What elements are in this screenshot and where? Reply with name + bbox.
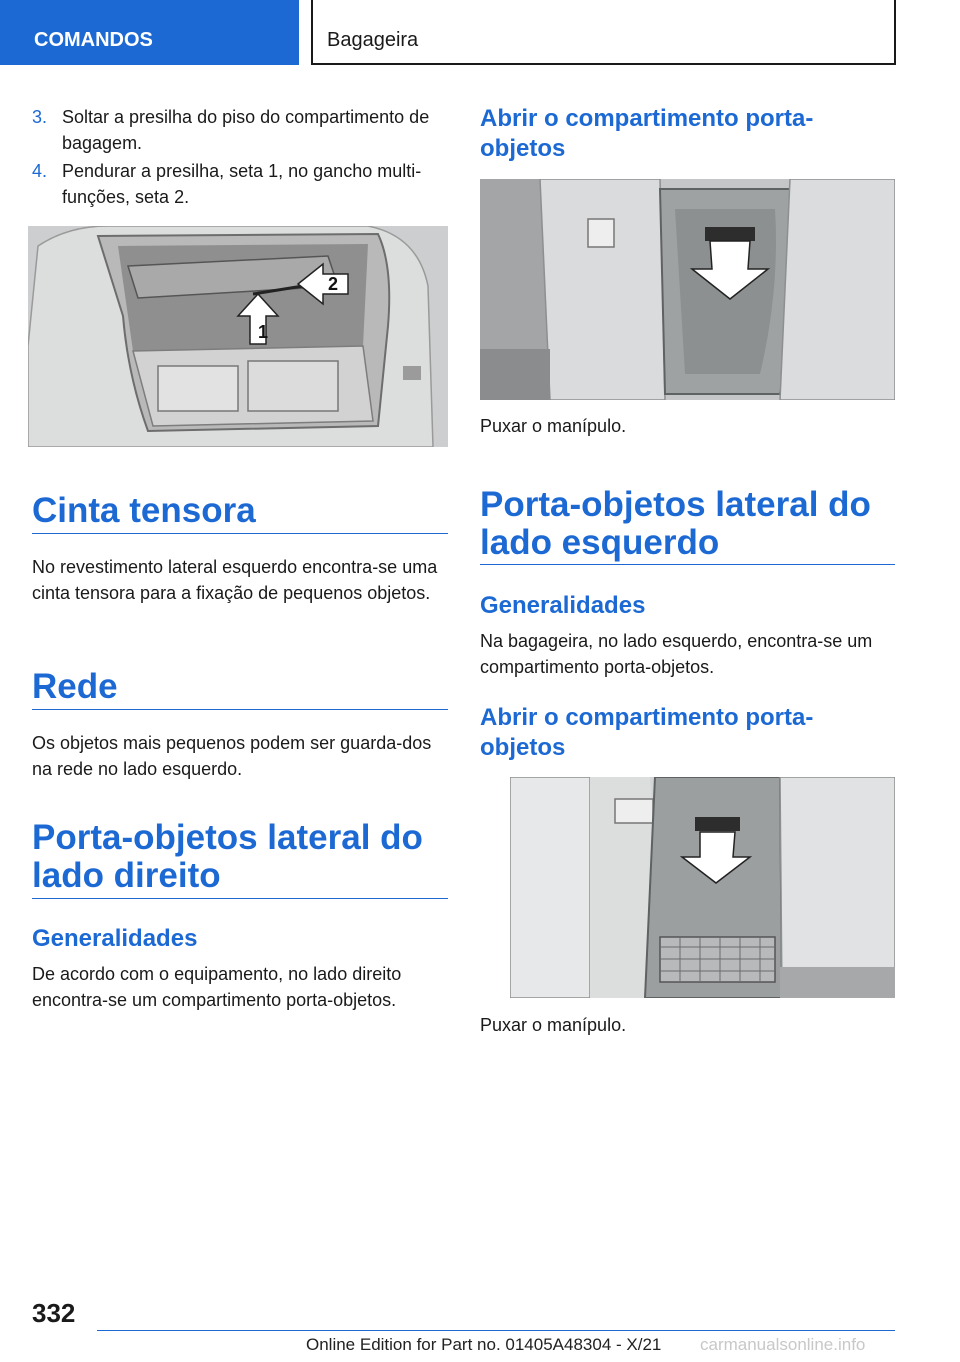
callout-1: 1	[258, 322, 269, 342]
heading-porta-objetos-esquerdo: Porta-objetos lateral do lado esquerdo	[480, 485, 871, 562]
trunk-illustration-svg	[28, 226, 448, 447]
subheading-generalidades: Generalidades	[480, 592, 646, 619]
heading-rule	[32, 898, 448, 899]
left-compartment-svg	[510, 777, 895, 998]
list-item	[32, 158, 448, 210]
trunk-illustration	[28, 226, 448, 447]
step-number: 4.	[32, 161, 48, 181]
step-text: Pendurar a presilha, seta 1, no gancho multifunções, seta 2.	[62, 161, 422, 207]
heading-rede: Rede	[32, 667, 118, 706]
page-number: 332	[32, 1298, 76, 1328]
heading-cinta-tensora: Cinta tensora	[32, 491, 256, 530]
subheading-abrir-compartimento: Abrir o compartimento porta-objetos	[480, 704, 814, 761]
steps-list	[32, 104, 448, 212]
footer-watermark: carmanualsonline.info	[700, 1335, 866, 1354]
step-number: 3.	[32, 107, 48, 127]
footer-rule	[97, 1330, 895, 1331]
side-compartment-illustration	[480, 179, 895, 400]
heading-porta-objetos-direito: Porta-objetos lateral do lado direito	[32, 818, 423, 895]
subheading-generalidades: Generalidades	[32, 925, 198, 952]
paragraph-cinta: No revestimento lateral esquerdo encontra‐se uma cinta tensora para a fixação de pequenos objetos.	[32, 557, 438, 603]
side-compartment-svg	[480, 179, 895, 400]
left-compartment-illustration	[510, 777, 895, 998]
caption-puxar-manipulo: Puxar o manípulo.	[480, 416, 627, 436]
caption-puxar-manipulo: Puxar o manípulo.	[480, 1015, 627, 1035]
chapter-title: Bagageira	[311, 0, 896, 65]
subheading-abrir-compartimento: Abrir o compartimento porta-objetos	[480, 105, 814, 162]
paragraph-direito: De acordo com o equipamento, no lado direito encontra‐se um compartimento porta-objetos.	[32, 964, 402, 1010]
heading-rule	[32, 533, 448, 534]
step-text: Soltar a presilha do piso do compartimento de bagagem.	[62, 107, 430, 153]
callout-2: 2	[328, 274, 339, 294]
paragraph-esquerdo: Na bagageira, no lado esquerdo, encontra-se um compartimento porta-objetos.	[480, 631, 873, 677]
section-tab: COMANDOS	[0, 0, 299, 65]
list-item	[32, 104, 448, 156]
heading-rule	[480, 564, 895, 565]
heading-rule	[32, 709, 448, 710]
paragraph-rede: Os objetos mais pequenos podem ser guarda‐dos na rede no lado esquerdo.	[32, 733, 432, 779]
footer-edition: Online Edition for Part no. 01405A48304 - X/21	[306, 1335, 662, 1354]
